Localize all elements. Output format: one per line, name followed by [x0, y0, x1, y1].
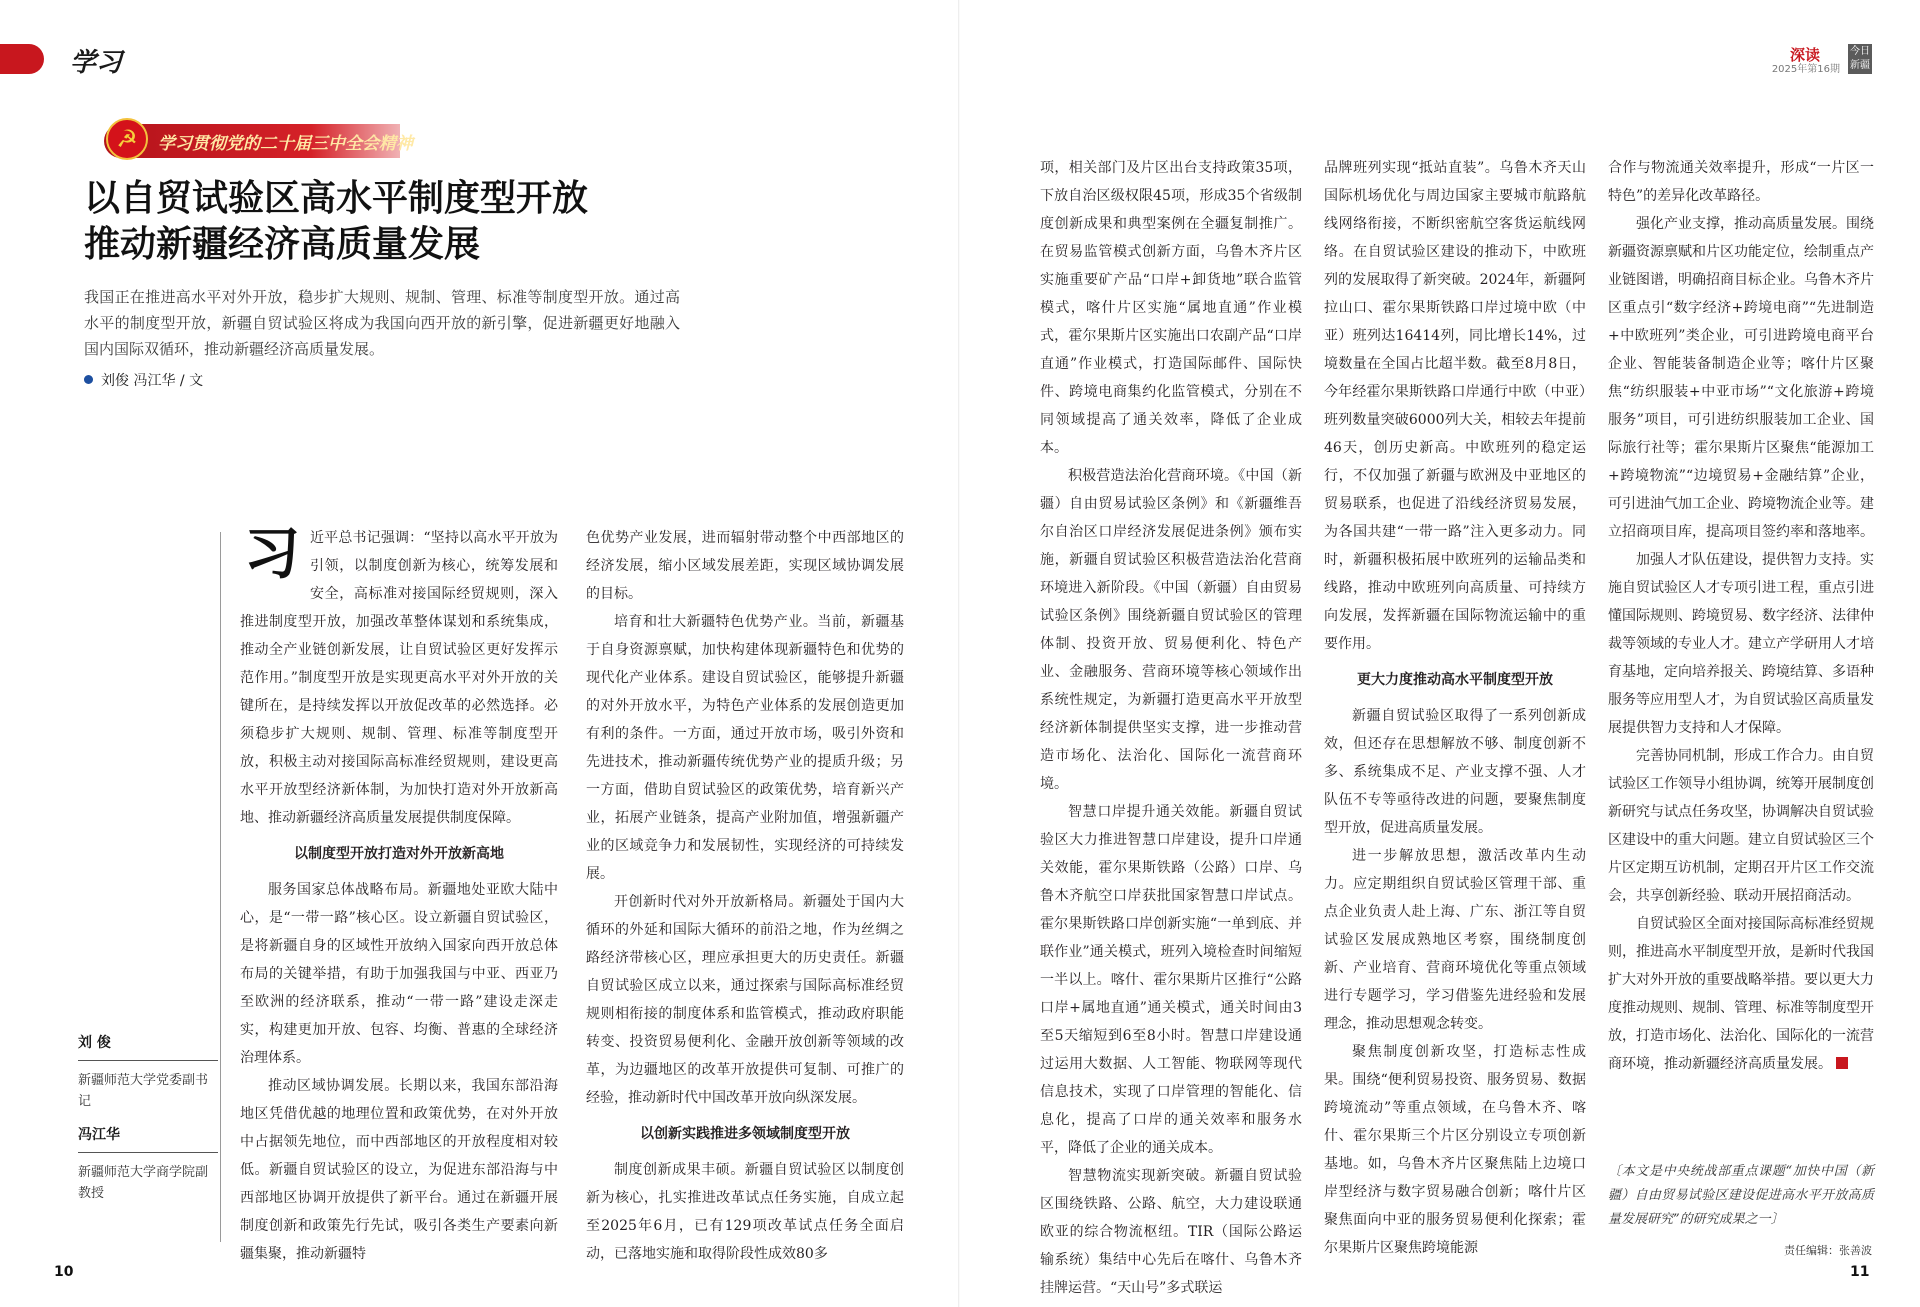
section-tab-marker	[0, 44, 44, 74]
section-heading: 以创新实践推进多领域制度型开放	[640, 1126, 850, 1142]
column-divider	[220, 532, 221, 1242]
paragraph: 智慧口岸提升通关效能。新疆自贸试验区大力推进智慧口岸建设，提升口岸通关效能，霍尔果斯铁路（公路）口岸、乌鲁木齐航空口岸获批国家智慧口岸试点。霍尔果斯铁路口岸创新实施“一单到底、并联作业”通关模式，班列入境检查时间缩短一半以上。喀什、霍尔果斯片区推行“公路口岸+属地直通”通关模式，通关时间由3至5天缩短到6至8小时。智慧口岸建设通过运用大数据、人工智能、物联网等现代信息技术，实现了口岸管理的智能化、信息化，提高了口岸的通关效率和服务水平，降低了企业的通关成本。	[1040, 804, 1302, 1156]
paragraph: 进一步解放思想，激活改革内生动力。应定期组织自贸试验区管理干部、重点企业负责人赴上海、广东、浙江等自贸试验区发展成熟地区考察，围绕制度创新、产业培育、营商环境优化等重点领域进行专题学习，学习借鉴先进经验和发展理念，推动思想观念转变。	[1324, 848, 1586, 1032]
body-column-5	[1608, 154, 1874, 1078]
research-note: 〔本文是中央统战部重点课题“加快中国（新疆）自由贸易试验区建设促进高水平开放高质量发展研究”的研究成果之一〕	[1608, 1164, 1874, 1227]
section-heading: 以制度型开放打造对外开放新高地	[294, 846, 504, 862]
paragraph: 色优势产业发展，进而辐射带动整个中西部地区的经济发展，缩小区域发展差距，实现区域协调发展的目标。	[586, 530, 904, 602]
lead-paragraph: 我国正在推进高水平对外开放，稳步扩大规则、规制、管理、标准等制度型开放。通过高水平的制度型开放，新疆自贸试验区将成为我国向西开放的新引擎，促进新疆更好地融入国内国际双循环，推动新疆经济高质量发展。	[84, 288, 680, 358]
responsible-editor: 责任编辑：张善波	[1784, 1244, 1872, 1257]
title-line-1: 以自贸试验区高水平制度型开放	[84, 178, 589, 219]
paragraph: 品牌班列实现“抵站直装”。乌鲁木齐天山国际机场优化与周边国家主要城市航路航线网络衔接，不断织密航空客货运航线网络。在自贸试验区建设的推动下，中欧班列的发展取得了新突破。2024年，新疆阿拉山口、霍尔果斯铁路口岸过境中欧（中亚）班列达16414列，同比增长14%，过境数量在全国占比超半数。截至8月8日，今年经霍尔果斯铁路口岸通行中欧（中亚）班列数量突破6000列大关，相较去年提前46天，创历史新高。中欧班列的稳定运行，不仅加强了新疆与欧洲及中亚地区的贸易联系，也促进了沿线经济贸易发展，为各国共建“一带一路”注入更多动力。同时，新疆积极拓展中欧班列的运输品类和线路，推动中欧班列向高质量、可持续方向发展，发挥新疆在国际物流运输中的重要作用。	[1324, 160, 1586, 652]
paragraph: 加强人才队伍建设，提供智力支持。实施自贸试验区人才专项引进工程，重点引进懂国际规则、跨境贸易、数字经济、法律仲裁等领域的专业人才。建立产学研用人才培育基地，定向培养报关、跨境结算、多语种服务等应用型人才，为自贸试验区高质量发展提供智力支持和人才保障。	[1608, 552, 1874, 736]
magazine-logo: 今日新疆	[1848, 44, 1872, 74]
paragraph: 强化产业支撑，推动高质量发展。围绕新疆资源禀赋和片区功能定位，绘制重点产业链图谱，明确招商目标企业。乌鲁木齐片区重点引“数字经济+跨境电商”“先进制造+中欧班列”类企业，可引进跨境电商平台企业、智能装备制造企业等；喀什片区聚焦“纺织服装+中亚市场”“文化旅游+跨境服务”项目，可引进纺织服装加工企业、国际旅行社等；霍尔果斯片区聚焦“能源加工+跨境物流”“边境贸易+金融结算”企业，可引进油气加工企业、跨境物流企业等。建立招商项目库，提高项目签约率和落地率。	[1608, 216, 1874, 540]
author-bios	[78, 1032, 218, 1216]
author-bio	[78, 1032, 218, 1112]
paragraph: 项，相关部门及片区出台支持政策35项，下放自治区级权限45项，形成35个省级制度创新成果和典型案例在全疆复制推广。在贸易监管模式创新方面，乌鲁木齐片区实施重要矿产品“口岸+卸货地”联合监管模式，喀什片区实施“属地直通”作业模式，霍尔果斯片区实施出口农副产品“口岸直通”作业模式，打造国际邮件、国际快件、跨境电商集约化监管模式，分别在不同领域提高了通关效率，降低了企业成本。	[1040, 160, 1302, 456]
author-name: 冯江华	[78, 1124, 218, 1153]
paragraph: 服务国家总体战略布局。新疆地处亚欧大陆中心，是“一带一路”核心区。设立新疆自贸试验区，是将新疆自身的区域性开放纳入国家向西开放总体布局的关键举措，有助于加强我国与中亚、西亚乃至欧洲的经济联系，推动“一带一路”建设走深走实，构建更加开放、包容、均衡、普惠的全球经济治理体系。	[240, 882, 558, 1066]
magazine-column-name: 深读	[1790, 46, 1821, 64]
page-number-right: 11	[1850, 1264, 1870, 1280]
section-name: 学习	[70, 48, 123, 78]
body-column-1	[240, 521, 558, 1268]
banner-text: 学习贯彻党的二十届三中全会精神	[158, 134, 413, 154]
author-desc: 新疆师范大学商学院副教授	[78, 1165, 209, 1201]
paragraph: 开创新时代对外开放新格局。新疆处于国内大循环的外延和国际大循环的前沿之地，作为丝绸之路经济带核心区，理应承担更大的历史责任。新疆自贸试验区成立以来，通过探索与国际高标准经贸规则相衔接的制度体系和监管模式，推动政府职能转变、投资贸易便利化、金融开放创新等领域的改革，为边疆地区的改革开放提供可复制、可推广的经验，推动新时代中国改革开放向纵深发展。	[586, 894, 904, 1106]
theme-banner	[104, 124, 413, 158]
final-paragraph-text: 自贸试验区全面对接国际高标准经贸规则，推进高水平制度型开放，是新时代我国扩大对外开放的重要战略举措。要以更大力度推动规则、规制、管理、标准等制度型开放，打造市场化、法治化、国际化的一流营商环境，推动新疆经济高质量发展。	[1608, 916, 1874, 1072]
issue-label: 2025年第16期	[1771, 64, 1840, 75]
byline	[84, 370, 203, 390]
paragraph: 推动区域协调发展。长期以来，我国东部沿海地区凭借优越的地理位置和政策优势，在对外开放中占据领先地位，而中西部地区的开放程度相对较低。新疆自贸试验区的设立，为促进东部沿海与中西部地区协调开放提供了新平台。通过在新疆开展制度创新和政策先行先试，吸引各类生产要素向新疆集聚，推动新疆特	[240, 1078, 558, 1262]
page-number-left: 10	[54, 1264, 74, 1280]
paragraph: 智慧物流实现新突破。新疆自贸试验区围绕铁路、公路、航空，大力建设联通欧亚的综合物流枢纽。TIR（国际公路运输系统）集结中心先后在喀什、乌鲁木齐挂牌运营。“天山号”多式联运	[1040, 1168, 1302, 1296]
paragraph-final	[1608, 910, 1874, 1078]
drop-cap: 习	[244, 521, 300, 587]
byline-text: 刘俊 冯江华 / 文	[101, 373, 204, 389]
paragraph: 制度创新成果丰硕。新疆自贸试验区以制度创新为核心，扎实推进改革试点任务实施，自成立起至2025年6月，已有129项改革试点任务全面启动，已落地实施和取得阶段性成效80多	[586, 1162, 904, 1262]
paragraph: 培育和壮大新疆特色优势产业。当前，新疆基于自身资源禀赋，加快构建体现新疆特色和优势的现代化产业体系。建设自贸试验区，能够提升新疆的对外开放水平，为特色产业体系的发展创造更加有利的条件。一方面，通过开放市场，吸引外资和先进技术，推动新疆传统优势产业的提质升级；另一方面，借助自贸试验区的政策优势，培育新兴产业，拓展产业链条，提高产业附加值，增强新疆产业的区域竞争力和发展韧性，实现经济的可持续发展。	[586, 614, 904, 882]
body-column-3	[1040, 154, 1302, 1302]
paragraph: 聚焦制度创新攻坚，打造标志性成果。围绕“便利贸易投资、服务贸易、数据跨境流动”等重点领域，在乌鲁木齐、喀什、霍尔果斯三个片区分别设立专项创新基地。如，乌鲁木齐片区聚焦陆上边境口岸型经济与数字贸易融合创新；喀什片区聚焦面向中亚的服务贸易便利化探索；霍尔果斯片区聚焦跨境能源	[1324, 1044, 1586, 1256]
author-bio	[78, 1124, 218, 1204]
body-column-4	[1324, 154, 1586, 1262]
title-line-2: 推动新疆经济高质量发展	[84, 224, 481, 265]
author-name: 刘 俊	[78, 1032, 218, 1061]
party-emblem-icon: ☭	[106, 118, 148, 160]
paragraph: 积极营造法治化营商环境。《中国（新疆）自由贸易试验区条例》和《新疆维吾尔自治区口岸经济发展促进条例》颁布实施，新疆自贸试验区积极营造法治化营商环境进入新阶段。《中国（新疆）自由贸易试验区条例》围绕新疆自贸试验区的管理体制、投资开放、贸易便利化、特色产业、金融服务、营商环境等核心领域作出系统性规定，为新疆打造更高水平开放型经济新体制提供坚实支撑，进一步推动营造市场化、法治化、国际化一流营商环境。	[1040, 468, 1302, 792]
paragraph: 完善协同机制，形成工作合力。由自贸试验区工作领导小组协调，统筹开展制度创新研究与试点任务攻坚，协调解决自贸试验区建设中的重大问题。建立自贸试验区三个片区定期互访机制，定期召开片区工作交流会，共享创新经验、联动开展招商活动。	[1608, 748, 1874, 904]
body-column-2	[586, 524, 904, 1268]
right-page	[960, 0, 1920, 1307]
end-mark-icon	[1836, 1057, 1848, 1069]
bullet-dot-icon	[84, 375, 93, 384]
section-heading: 更大力度推动高水平制度型开放	[1357, 672, 1553, 688]
paragraph: 新疆自贸试验区取得了一系列创新成效，但还存在思想解放不够、制度创新不多、系统集成不足、产业支撑不强、人才队伍不专等亟待改进的问题，要聚焦制度型开放，促进高质量发展。	[1324, 708, 1586, 836]
article-title	[84, 176, 724, 268]
author-desc: 新疆师范大学党委副书记	[78, 1073, 209, 1109]
paragraph: 合作与物流通关效率提升，形成“一片区一特色”的差异化改革路径。	[1608, 160, 1874, 204]
paragraph: 近平总书记强调：“坚持以高水平开放为引领，以制度创新为核心，统筹发展和安全，高标准对接国际经贸规则，深入推进制度型开放，加强改革整体谋划和系统集成，推动全产业链创新发展，让自贸试验区更好发挥示范作用。”制度型开放是实现更高水平对外开放的关键所在，是持续发挥以开放促改革的必然选择。必须稳步扩大规则、规制、管理、标准等制度型开放，积极主动对接国际高标准经贸规则，建设更高水平开放型经济新体制，为加快打造对外开放新高地、推动新疆经济高质量发展提供制度保障。	[240, 530, 558, 826]
